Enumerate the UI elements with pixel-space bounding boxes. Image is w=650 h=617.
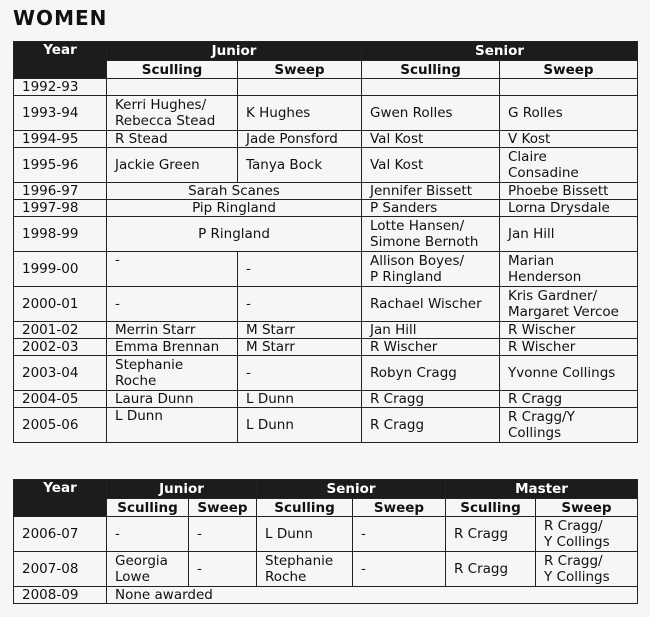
- junior-sculling-cell: -: [107, 252, 238, 287]
- senior-sculling-cell: Stephanie Roche: [257, 552, 353, 587]
- senior-sweep-cell: G Rolles: [500, 96, 638, 131]
- junior-sculling-cell: -: [107, 517, 189, 552]
- year-cell: 1994-95: [14, 131, 107, 148]
- table-row: [14, 131, 638, 148]
- header-junior: Junior: [107, 480, 257, 499]
- table-row: [14, 148, 638, 183]
- senior-sculling-cell: R Cragg: [362, 408, 500, 443]
- year-cell: 1998-99: [14, 217, 107, 252]
- none-awarded-cell: None awarded: [107, 587, 638, 604]
- junior-sculling-cell: Kerri Hughes/ Rebecca Stead: [107, 96, 238, 131]
- senior-sweep-cell: R Cragg/Y Collings: [500, 408, 638, 443]
- junior-sweep-cell: -: [189, 552, 257, 587]
- senior-sweep-cell: R Cragg: [500, 391, 638, 408]
- junior-sculling-cell: R Stead: [107, 131, 238, 148]
- junior-sculling-cell: Emma Brennan: [107, 339, 238, 356]
- year-cell: 1999-00: [14, 252, 107, 287]
- senior-sweep-cell: Lorna Drysdale: [500, 200, 638, 217]
- table-row: [14, 252, 638, 287]
- senior-sculling-cell: Val Kost: [362, 131, 500, 148]
- master-sculling-cell: R Cragg: [446, 517, 536, 552]
- year-cell: 1997-98: [14, 200, 107, 217]
- senior-sweep-cell: -: [353, 517, 446, 552]
- table-row: [14, 339, 638, 356]
- table-row: [14, 287, 638, 322]
- header-junior-sculling: Sculling: [107, 499, 189, 517]
- senior-sweep-cell: Yvonne Collings: [500, 356, 638, 391]
- senior-sculling-cell: Rachael Wischer: [362, 287, 500, 322]
- year-cell: 2000-01: [14, 287, 107, 322]
- header-senior: Senior: [362, 42, 638, 61]
- senior-sculling-cell: Jennifer Bissett: [362, 183, 500, 200]
- junior-sweep-cell: -: [238, 356, 362, 391]
- header-master-sweep: Sweep: [536, 499, 638, 517]
- senior-sweep-cell: -: [353, 552, 446, 587]
- junior-sculling-cell: L Dunn: [107, 408, 238, 443]
- senior-sculling-cell: Lotte Hansen/ Simone Bernoth: [362, 217, 500, 252]
- table-1-body: [14, 79, 638, 443]
- header-junior: Junior: [107, 42, 362, 61]
- section-heading: WOMEN: [13, 6, 108, 30]
- senior-sweep-cell: R Wischer: [500, 339, 638, 356]
- junior-merged-cell: Sarah Scanes: [107, 183, 362, 200]
- year-cell: 1992-93: [14, 79, 107, 96]
- junior-sweep-cell: -: [238, 252, 362, 287]
- junior-sculling-cell: Georgia Lowe: [107, 552, 189, 587]
- senior-sweep-cell: Claire Consadine: [500, 148, 638, 183]
- table-row: [14, 79, 638, 96]
- header-junior-sweep: Sweep: [189, 499, 257, 517]
- junior-sweep-cell: -: [238, 287, 362, 322]
- table-row: [14, 391, 638, 408]
- junior-sculling-cell: [107, 79, 238, 96]
- senior-sculling-cell: R Wischer: [362, 339, 500, 356]
- junior-sculling-cell: Laura Dunn: [107, 391, 238, 408]
- header-master-sculling: Sculling: [446, 499, 536, 517]
- senior-sculling-cell: Allison Boyes/ P Ringland: [362, 252, 500, 287]
- header-senior: Senior: [257, 480, 446, 499]
- table-row: [14, 217, 638, 252]
- header-master: Master: [446, 480, 638, 499]
- junior-sculling-cell: Jackie Green: [107, 148, 238, 183]
- year-cell: 2003-04: [14, 356, 107, 391]
- junior-sculling-cell: Stephanie Roche: [107, 356, 238, 391]
- year-cell: 1996-97: [14, 183, 107, 200]
- year-cell: 2006-07: [14, 517, 107, 552]
- junior-sweep-cell: L Dunn: [238, 391, 362, 408]
- junior-sweep-cell: M Starr: [238, 339, 362, 356]
- junior-sweep-cell: Jade Ponsford: [238, 131, 362, 148]
- table-row: [14, 322, 638, 339]
- master-sweep-cell: R Cragg/ Y Collings: [536, 517, 638, 552]
- table-row: [14, 183, 638, 200]
- table-row: [14, 356, 638, 391]
- header-year: Year: [14, 42, 107, 79]
- junior-sweep-cell: [238, 79, 362, 96]
- table-row: [14, 408, 638, 443]
- junior-sweep-cell: K Hughes: [238, 96, 362, 131]
- year-cell: 2001-02: [14, 322, 107, 339]
- header-senior-sweep: Sweep: [353, 499, 446, 517]
- awards-table-1992-2006: [13, 41, 638, 443]
- table-row: [14, 517, 638, 552]
- senior-sculling-cell: P Sanders: [362, 200, 500, 217]
- senior-sculling-cell: Val Kost: [362, 148, 500, 183]
- senior-sweep-cell: Marian Henderson: [500, 252, 638, 287]
- senior-sweep-cell: Phoebe Bissett: [500, 183, 638, 200]
- table-row: [14, 200, 638, 217]
- senior-sculling-cell: Jan Hill: [362, 322, 500, 339]
- senior-sculling-cell: Gwen Rolles: [362, 96, 500, 131]
- junior-merged-cell: Pip Ringland: [107, 200, 362, 217]
- year-cell: 2004-05: [14, 391, 107, 408]
- junior-sculling-cell: -: [107, 287, 238, 322]
- master-sweep-cell: R Cragg/ Y Collings: [536, 552, 638, 587]
- junior-sweep-cell: L Dunn: [238, 408, 362, 443]
- year-cell: 1993-94: [14, 96, 107, 131]
- header-junior-sculling: Sculling: [107, 61, 238, 79]
- header-senior-sweep: Sweep: [500, 61, 638, 79]
- senior-sweep-cell: [500, 79, 638, 96]
- senior-sculling-cell: L Dunn: [257, 517, 353, 552]
- header-senior-sculling: Sculling: [257, 499, 353, 517]
- senior-sweep-cell: V Kost: [500, 131, 638, 148]
- year-cell: 2002-03: [14, 339, 107, 356]
- awards-table-2006-2009: [13, 479, 638, 604]
- junior-sculling-cell: Merrin Starr: [107, 322, 238, 339]
- header-year: Year: [14, 480, 107, 517]
- year-cell: 2007-08: [14, 552, 107, 587]
- senior-sweep-cell: Kris Gardner/ Margaret Vercoe: [500, 287, 638, 322]
- senior-sweep-cell: R Wischer: [500, 322, 638, 339]
- header-senior-sculling: Sculling: [362, 61, 500, 79]
- header-junior-sweep: Sweep: [238, 61, 362, 79]
- year-cell: 2008-09: [14, 587, 107, 604]
- senior-sculling-cell: [362, 79, 500, 96]
- table-row: [14, 96, 638, 131]
- junior-sweep-cell: M Starr: [238, 322, 362, 339]
- senior-sculling-cell: R Cragg: [362, 391, 500, 408]
- table-row: [14, 587, 638, 604]
- senior-sculling-cell: Robyn Cragg: [362, 356, 500, 391]
- junior-merged-cell: P Ringland: [107, 217, 362, 252]
- table-row: [14, 552, 638, 587]
- senior-sweep-cell: Jan Hill: [500, 217, 638, 252]
- master-sculling-cell: R Cragg: [446, 552, 536, 587]
- year-cell: 1995-96: [14, 148, 107, 183]
- year-cell: 2005-06: [14, 408, 107, 443]
- junior-sweep-cell: Tanya Bock: [238, 148, 362, 183]
- table-2-body: [14, 517, 638, 604]
- junior-sweep-cell: -: [189, 517, 257, 552]
